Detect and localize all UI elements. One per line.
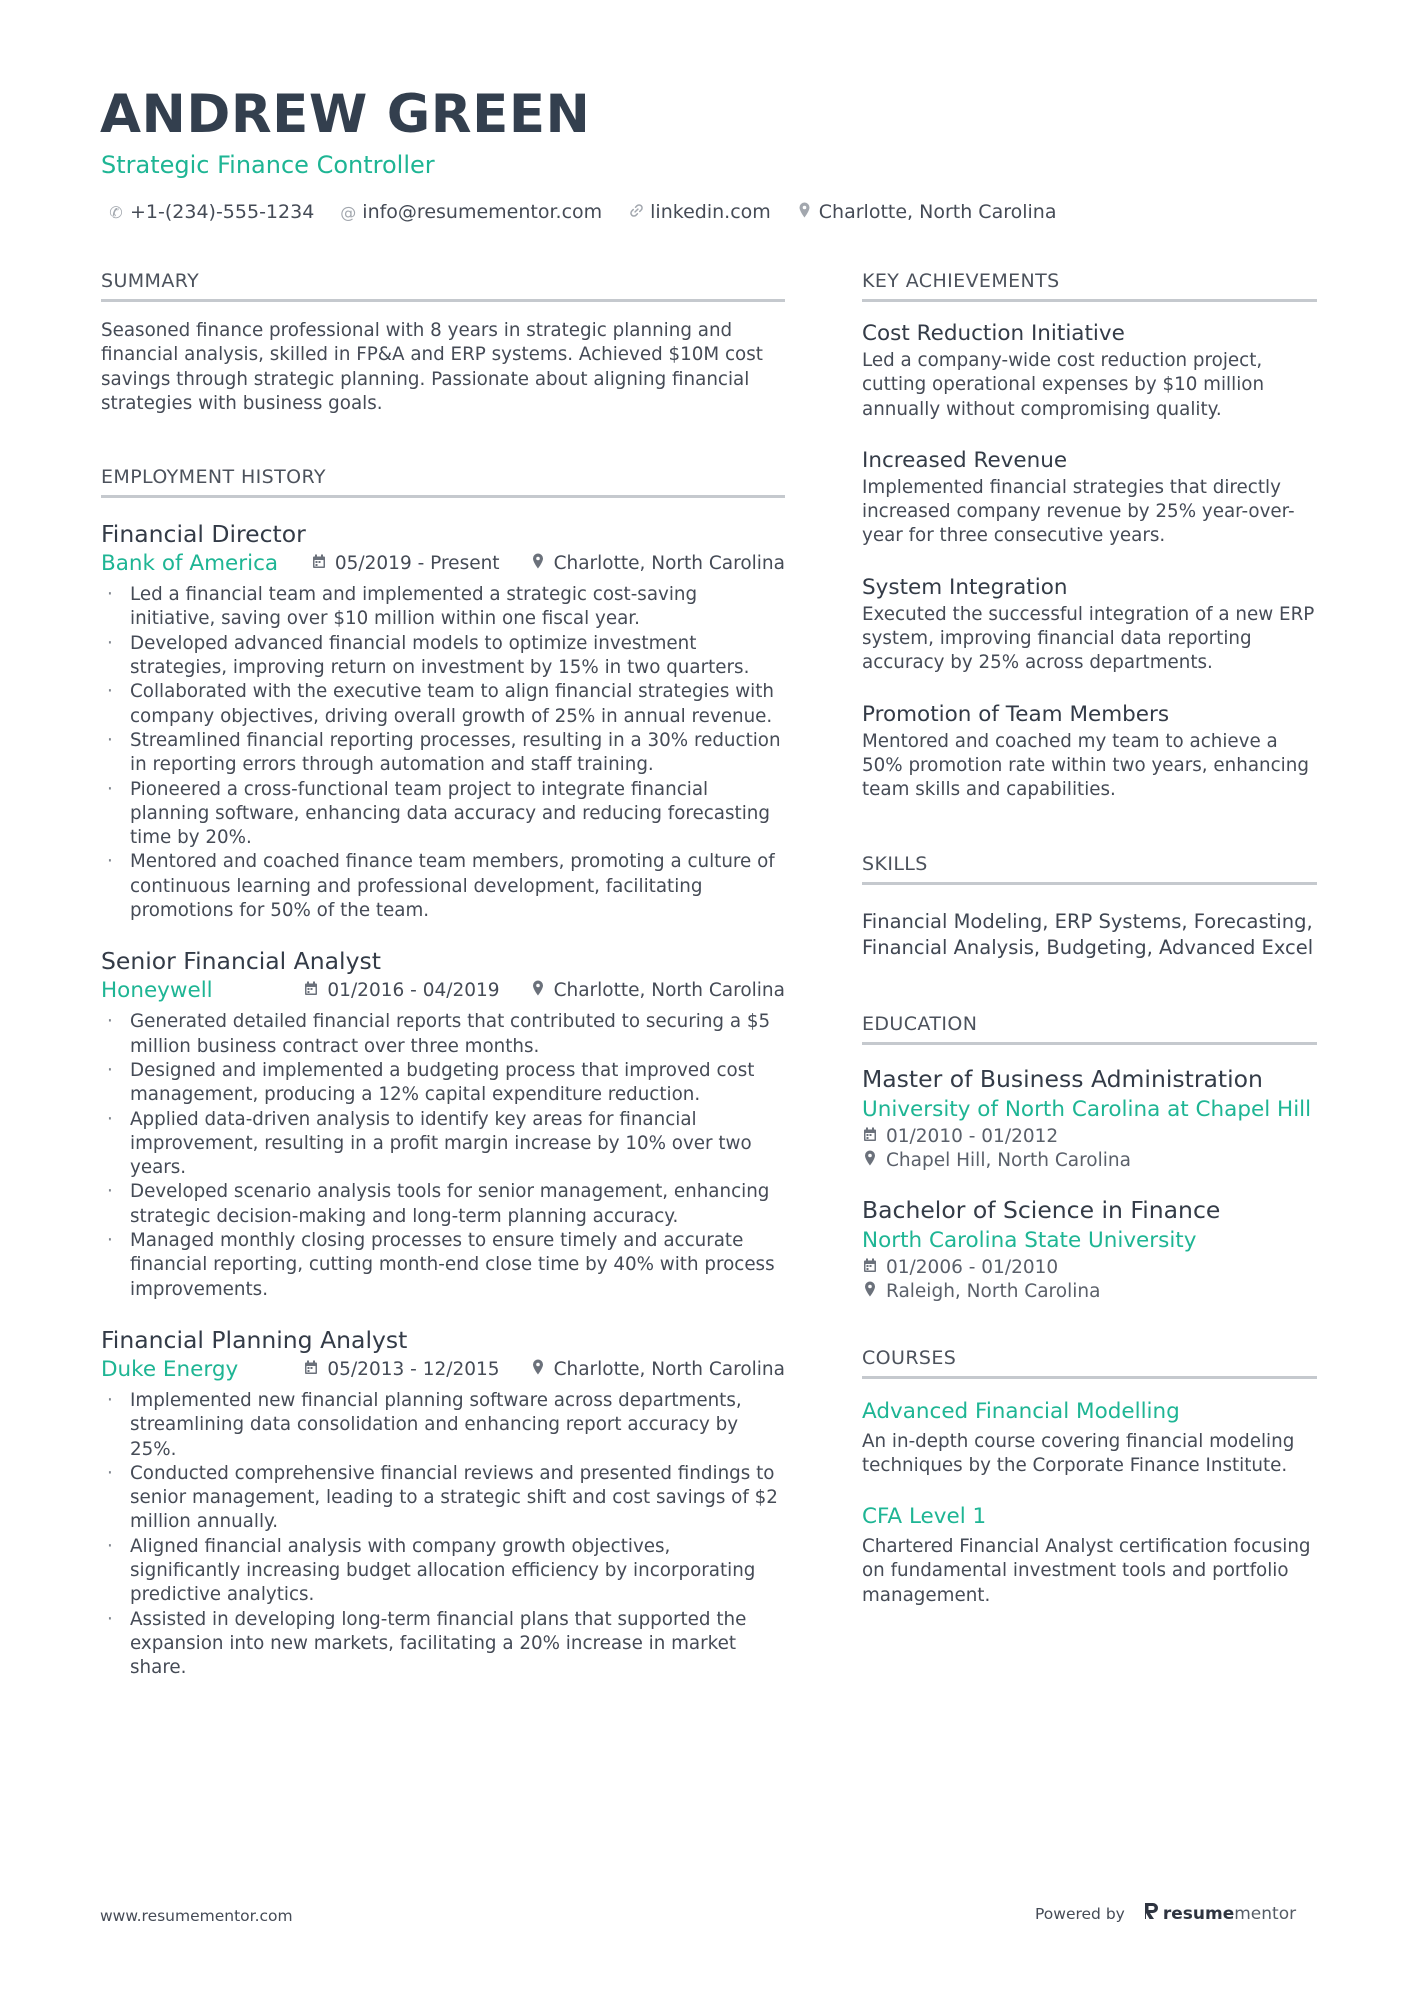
achievement-item xyxy=(862,573,1317,676)
map-pin-icon xyxy=(530,1356,546,1384)
achievement-text: Led a company-wide cost reduction project, cutting operational expenses by $10 million annually without compromising quality. xyxy=(862,350,1265,420)
job-bullet: · Applied data-driven analysis to identify key areas for financial improvement, resulting in a profit margin increase by 10% over two years. xyxy=(107,1108,752,1179)
achievements-heading: KEY ACHIEVEMENTS xyxy=(862,268,1317,302)
job-dates: 05/2019 - Present xyxy=(334,553,500,575)
education-heading: EDUCATION xyxy=(862,1011,1317,1045)
education-degree: Master of Business Administration xyxy=(862,1064,1263,1093)
calendar-icon xyxy=(311,550,327,578)
job-bullets xyxy=(101,583,785,923)
job-bullet: · Streamlined financial reporting processes, resulting in a 30% reduction in reporting errors through automation and staff training. xyxy=(107,729,781,776)
job-company: Bank of America xyxy=(101,551,279,577)
education-dates: 01/2010 - 01/2012 xyxy=(886,1125,1059,1147)
achievement-title: System Integration xyxy=(862,574,1068,600)
job-meta xyxy=(101,550,785,578)
job-bullet: · Aligned financial analysis with company growth objectives, significantly increasing budget allocation efficiency by incorporating predictive analytics. xyxy=(107,1535,756,1606)
candidate-name: ANDREW GREEN xyxy=(100,84,591,145)
calendar-icon xyxy=(862,1125,878,1150)
job-bullet: · Pioneered a cross-functional team project to integrate financial planning software, enhancing data accuracy and reducing forecasting time by 20%. xyxy=(107,778,770,849)
course-title: Advanced Financial Modelling xyxy=(862,1398,1180,1424)
map-pin-icon xyxy=(530,550,546,578)
email-text: info@resumementor.com xyxy=(362,201,603,223)
employment-heading: EMPLOYMENT HISTORY xyxy=(101,464,785,498)
brand-logo-icon xyxy=(1143,1901,1159,1926)
job-company: Duke Energy xyxy=(101,1356,239,1382)
at-icon: @ xyxy=(340,202,357,222)
education-school: North Carolina State University xyxy=(862,1227,1197,1253)
education-item xyxy=(862,1194,1317,1305)
link-icon xyxy=(628,203,644,222)
education-dates: 01/2006 - 01/2010 xyxy=(886,1256,1059,1278)
job-entry xyxy=(101,518,785,923)
contact-location xyxy=(797,201,1057,223)
job-location: Charlotte, North Carolina xyxy=(553,980,785,1002)
job-bullets xyxy=(101,1389,785,1681)
location-text: Charlotte, North Carolina xyxy=(818,201,1057,223)
contact-bar xyxy=(108,197,1056,227)
job-location: Charlotte, North Carolina xyxy=(553,1358,785,1380)
achievement-item xyxy=(862,700,1317,803)
contact-email[interactable] xyxy=(340,201,602,223)
map-pin-icon xyxy=(797,202,813,222)
job-bullet: · Mentored and coached finance team members, promoting a culture of continuous learning and professional development, facilitating promotions for 50% of the team. xyxy=(107,851,775,922)
education-location: Raleigh, North Carolina xyxy=(886,1281,1101,1303)
job-bullet: · Collaborated with the executive team to align financial strategies with company objectives, driving overall growth of 25% in annual revenue. xyxy=(107,681,775,727)
job-dates: 01/2016 - 04/2019 xyxy=(327,980,500,1002)
job-company: Honeywell xyxy=(101,978,213,1004)
job-bullet: · Conducted comprehensive financial reviews and presented findings to senior management, leading to a strategic shift and cost savings of $2 million annually. xyxy=(107,1462,778,1533)
calendar-icon xyxy=(303,1356,319,1384)
job-bullet: · Designed and implemented a budgeting process that improved cost management, producing a 12% capital expenditure reduction. xyxy=(107,1059,755,1106)
job-title: Financial Director xyxy=(101,520,306,549)
achievement-title: Promotion of Team Members xyxy=(862,701,1170,727)
education-location: Chapel Hill, North Carolina xyxy=(886,1150,1131,1172)
candidate-role: Strategic Finance Controller xyxy=(101,151,435,179)
job-title: Senior Financial Analyst xyxy=(101,947,381,976)
job-bullet: · Led a financial team and implemented a strategic cost-saving initiative, saving over $10 million within one fiscal year. xyxy=(107,584,698,630)
achievement-text: Implemented financial strategies that directly increased company revenue by 25% year-over-year for three consecutive years. xyxy=(862,476,1295,547)
brand-name: resumementor xyxy=(1162,1903,1297,1924)
courses-heading: COURSES xyxy=(862,1345,1317,1379)
job-bullet: · Developed scenario analysis tools for senior management, enhancing strategic decision-making and long-term planning accuracy. xyxy=(107,1181,770,1227)
job-entry xyxy=(101,945,785,1302)
calendar-icon xyxy=(862,1256,878,1281)
summary-text: Seasoned finance professional with 8 years in strategic planning and financial analysis, skilled in FP&A and ERP systems. Achieved $10M cost savings through strategic planning. Passionate about aligning financial strategies with business goals. xyxy=(101,320,763,414)
job-location: Charlotte, North Carolina xyxy=(553,553,785,575)
education-item xyxy=(862,1063,1317,1174)
achievement-title: Cost Reduction Initiative xyxy=(862,321,1125,346)
course-item xyxy=(862,1397,1317,1479)
calendar-icon xyxy=(303,977,319,1005)
job-dates: 05/2013 - 12/2015 xyxy=(327,1358,500,1380)
linkedin-text: linkedin.com xyxy=(650,201,771,223)
job-title: Financial Planning Analyst xyxy=(101,1325,408,1354)
footer-powered-by xyxy=(1035,1901,1296,1926)
education-degree: Bachelor of Science in Finance xyxy=(862,1195,1221,1224)
job-bullets xyxy=(101,1010,785,1302)
job-meta xyxy=(101,1356,785,1384)
job-meta xyxy=(101,977,785,1005)
achievement-title: Increased Revenue xyxy=(862,447,1068,473)
left-column xyxy=(101,268,785,1680)
skills-text: Financial Modeling, ERP Systems, Forecasting, Financial Analysis, Budgeting, Advanced Excel xyxy=(862,909,1314,959)
job-bullet: · Assisted in developing long-term financial plans that supported the expansion into new markets, facilitating a 20% increase in market share. xyxy=(107,1608,747,1679)
map-pin-icon xyxy=(530,977,546,1005)
achievement-item xyxy=(862,446,1317,549)
map-pin-icon xyxy=(862,1149,878,1174)
right-column xyxy=(862,268,1317,1608)
footer-website[interactable]: www.resumementor.com xyxy=(100,1907,293,1925)
phone-text: +1-(234)-555-1234 xyxy=(130,201,315,223)
achievement-item xyxy=(862,319,1317,422)
contact-phone[interactable] xyxy=(108,201,314,223)
phone-icon: ✆ xyxy=(109,202,123,222)
course-text: An in-depth course covering financial modeling techniques by the Corporate Finance Institute. xyxy=(862,1430,1295,1476)
achievement-text: Executed the successful integration of a new ERP system, improving financial data reporting accuracy by 25% across departments. xyxy=(862,603,1315,674)
job-entry xyxy=(101,1324,785,1681)
brand-logo[interactable] xyxy=(1143,1901,1296,1926)
achievement-text: Mentored and coached my team to achieve a 50% promotion rate within two years, enhancing team skills and capabilities. xyxy=(862,730,1309,801)
skills-heading: SKILLS xyxy=(862,851,1317,885)
course-item xyxy=(862,1502,1317,1608)
contact-linkedin[interactable] xyxy=(628,201,771,223)
map-pin-icon xyxy=(862,1280,878,1305)
job-bullet: · Implemented new financial planning software across departments, streamlining data consolidation and enhancing report accuracy by 25%. xyxy=(107,1389,742,1460)
summary-heading: SUMMARY xyxy=(101,268,785,302)
course-text: Chartered Financial Analyst certification focusing on fundamental investment tools and portfolio management. xyxy=(862,1536,1311,1606)
education-school: University of North Carolina at Chapel Hill xyxy=(862,1096,1312,1122)
job-bullet: · Developed advanced financial models to optimize investment strategies, improving return on investment by 15% in two quarters. xyxy=(107,632,750,679)
powered-by-label: Powered by xyxy=(1035,1904,1125,1923)
job-bullet: · Generated detailed financial reports that contributed to securing a $5 million business contract over three months. xyxy=(107,1011,771,1057)
job-bullet: · Managed monthly closing processes to ensure timely and accurate financial reporting, cutting month-end close time by 40% with process improvements. xyxy=(107,1230,775,1300)
course-title: CFA Level 1 xyxy=(862,1504,987,1530)
